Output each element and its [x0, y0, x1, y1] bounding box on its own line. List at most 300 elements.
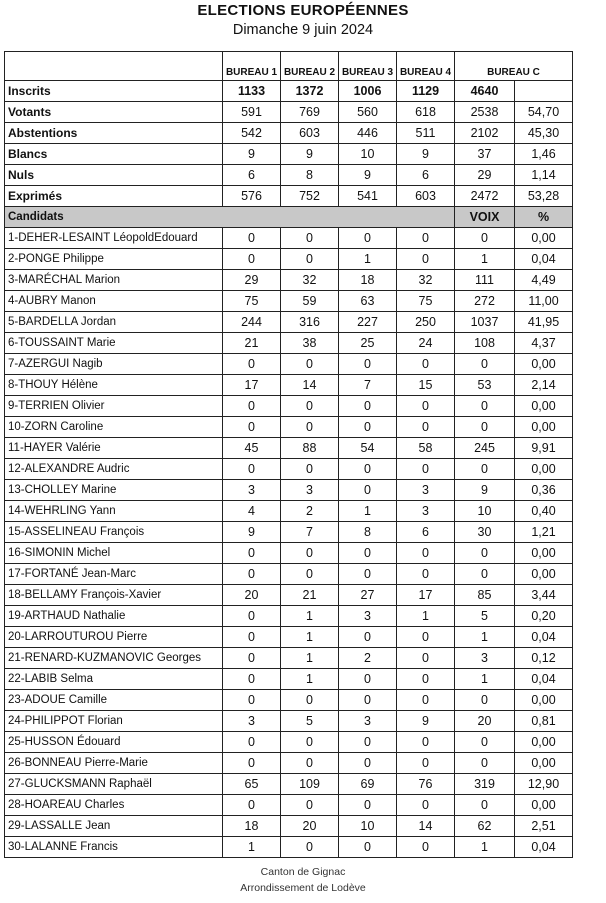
candidate-pct-cell: 0,00: [515, 543, 573, 564]
candidate-total-cell: 108: [455, 333, 515, 354]
candidate-row: [5, 606, 573, 627]
candidate-b3-cell: 3: [339, 711, 397, 732]
stat-pct-cell: 1,46: [515, 144, 573, 165]
candidate-total-cell: 0: [455, 354, 515, 375]
stat-pct-cell: [515, 81, 573, 102]
stat-row: [5, 165, 573, 186]
candidate-name: 6-TOUSSAINT Marie: [5, 333, 223, 354]
candidate-b1-cell: 0: [223, 249, 281, 270]
stat-b3-cell: 560: [339, 102, 397, 123]
candidate-pct-cell: 0,00: [515, 690, 573, 711]
candidate-total-cell: 0: [455, 396, 515, 417]
candidate-total-cell: 1: [455, 627, 515, 648]
candidate-pct-cell: 0,00: [515, 354, 573, 375]
candidate-pct-cell: 0,04: [515, 669, 573, 690]
candidate-name: 23-ADOUE Camille: [5, 690, 223, 711]
candidate-b1-cell: 29: [223, 270, 281, 291]
stat-b1-cell: 1133: [223, 81, 281, 102]
stat-b1-cell: 6: [223, 165, 281, 186]
candidate-b1-cell: 1: [223, 837, 281, 858]
candidate-b4-cell: 76: [397, 774, 455, 795]
candidate-total-cell: 30: [455, 522, 515, 543]
candidate-b3-cell: 0: [339, 417, 397, 438]
candidate-b2-cell: 5: [281, 711, 339, 732]
candidate-total-cell: 1: [455, 669, 515, 690]
candidate-b2-cell: 59: [281, 291, 339, 312]
candidate-name: 17-FORTANÉ Jean-Marc: [5, 564, 223, 585]
candidate-b1-cell: 3: [223, 711, 281, 732]
candidate-b3-cell: 0: [339, 669, 397, 690]
stat-total-cell: 2538: [455, 102, 515, 123]
candidate-name: 2-PONGE Philippe: [5, 249, 223, 270]
candidate-b3-cell: 25: [339, 333, 397, 354]
candidate-row: [5, 690, 573, 711]
candidate-b3-cell: 0: [339, 396, 397, 417]
stat-b2-cell: 9: [281, 144, 339, 165]
candidate-b4-cell: 32: [397, 270, 455, 291]
candidate-b4-cell: 0: [397, 795, 455, 816]
candidate-b1-cell: 0: [223, 459, 281, 480]
candidate-total-cell: 9: [455, 480, 515, 501]
candidate-b4-cell: 24: [397, 333, 455, 354]
candidate-b4-cell: 0: [397, 753, 455, 774]
candidate-row: [5, 522, 573, 543]
candidate-b4-cell: 0: [397, 732, 455, 753]
footer-arrondissement: Arrondissement de Lodève: [240, 882, 366, 894]
candidate-total-cell: 0: [455, 690, 515, 711]
candidate-name: 28-HOAREAU Charles: [5, 795, 223, 816]
candidate-b2-cell: 1: [281, 648, 339, 669]
stat-b3-cell: 10: [339, 144, 397, 165]
candidate-b3-cell: 0: [339, 837, 397, 858]
election-date: Dimanche 9 juin 2024: [232, 22, 374, 38]
candidate-b1-cell: 0: [223, 606, 281, 627]
candidate-pct-cell: 0,12: [515, 648, 573, 669]
column-header-bureau-2: BUREAU 2: [281, 52, 339, 81]
candidate-pct-cell: 0,00: [515, 417, 573, 438]
candidate-pct-cell: 0,04: [515, 837, 573, 858]
candidate-name: 21-RENARD-KUZMANOVIC Georges: [5, 648, 223, 669]
candidate-pct-cell: 0,81: [515, 711, 573, 732]
candidate-name: 29-LASSALLE Jean: [5, 816, 223, 837]
candidate-b3-cell: 10: [339, 816, 397, 837]
candidate-name: 25-HUSSON Édouard: [5, 732, 223, 753]
candidate-pct-cell: 0,20: [515, 606, 573, 627]
candidate-pct-cell: 0,00: [515, 228, 573, 249]
candidate-b4-cell: 14: [397, 816, 455, 837]
candidate-b3-cell: 27: [339, 585, 397, 606]
candidate-b4-cell: 3: [397, 480, 455, 501]
candidate-row: [5, 711, 573, 732]
candidate-b2-cell: 7: [281, 522, 339, 543]
document-title: ELECTIONS EUROPÉENNES: [197, 2, 409, 19]
candidate-pct-cell: 1,21: [515, 522, 573, 543]
candidate-pct-cell: 0,00: [515, 732, 573, 753]
candidate-pct-cell: 3,44: [515, 585, 573, 606]
stat-pct-cell: 45,30: [515, 123, 573, 144]
stat-label: Blancs: [5, 144, 223, 165]
candidate-pct-cell: 0,00: [515, 564, 573, 585]
candidate-b4-cell: 9: [397, 711, 455, 732]
stat-label: Abstentions: [5, 123, 223, 144]
header-blank-cell: [5, 52, 223, 81]
candidate-b3-cell: 2: [339, 648, 397, 669]
candidate-row: [5, 375, 573, 396]
candidate-b4-cell: 6: [397, 522, 455, 543]
candidate-row: [5, 249, 573, 270]
stat-b2-cell: 752: [281, 186, 339, 207]
candidate-total-cell: 0: [455, 795, 515, 816]
candidate-b1-cell: 0: [223, 690, 281, 711]
candidate-b2-cell: 0: [281, 417, 339, 438]
candidate-b1-cell: 0: [223, 795, 281, 816]
candidate-b2-cell: 3: [281, 480, 339, 501]
candidate-row: [5, 753, 573, 774]
candidate-b4-cell: 1: [397, 606, 455, 627]
stat-b3-cell: 446: [339, 123, 397, 144]
candidate-b4-cell: 0: [397, 648, 455, 669]
candidate-b2-cell: 0: [281, 732, 339, 753]
candidate-b3-cell: 1: [339, 249, 397, 270]
candidate-row: [5, 438, 573, 459]
candidate-row: [5, 270, 573, 291]
candidate-b1-cell: 45: [223, 438, 281, 459]
candidate-row: [5, 648, 573, 669]
candidate-pct-cell: 2,51: [515, 816, 573, 837]
candidate-name: 4-AUBRY Manon: [5, 291, 223, 312]
footer-canton: Canton de Gignac: [260, 866, 346, 878]
candidate-total-cell: 0: [455, 459, 515, 480]
stat-b1-cell: 9: [223, 144, 281, 165]
candidate-b3-cell: 227: [339, 312, 397, 333]
candidate-b2-cell: 0: [281, 690, 339, 711]
candidate-total-cell: 20: [455, 711, 515, 732]
stat-b1-cell: 576: [223, 186, 281, 207]
candidate-b4-cell: 0: [397, 690, 455, 711]
stat-b3-cell: 541: [339, 186, 397, 207]
candidate-name: 22-LABIB Selma: [5, 669, 223, 690]
stat-b2-cell: 1372: [281, 81, 339, 102]
candidate-total-cell: 0: [455, 753, 515, 774]
candidate-total-cell: 5: [455, 606, 515, 627]
candidate-b1-cell: 3: [223, 480, 281, 501]
candidate-b1-cell: 75: [223, 291, 281, 312]
candidate-name: 3-MARÉCHAL Marion: [5, 270, 223, 291]
candidate-name: 9-TERRIEN Olivier: [5, 396, 223, 417]
candidate-row: [5, 669, 573, 690]
candidate-pct-cell: 41,95: [515, 312, 573, 333]
candidate-b2-cell: 0: [281, 228, 339, 249]
candidate-pct-cell: 0,00: [515, 753, 573, 774]
candidate-b2-cell: 0: [281, 543, 339, 564]
candidate-b3-cell: 3: [339, 606, 397, 627]
stat-b4-cell: 603: [397, 186, 455, 207]
candidate-name: 10-ZORN Caroline: [5, 417, 223, 438]
candidate-b2-cell: 21: [281, 585, 339, 606]
candidate-b2-cell: 14: [281, 375, 339, 396]
candidate-pct-cell: 12,90: [515, 774, 573, 795]
candidate-b4-cell: 17: [397, 585, 455, 606]
candidate-pct-cell: 0,40: [515, 501, 573, 522]
candidate-b3-cell: 54: [339, 438, 397, 459]
candidate-b3-cell: 0: [339, 459, 397, 480]
candidate-pct-cell: 0,00: [515, 396, 573, 417]
candidate-name: 16-SIMONIN Michel: [5, 543, 223, 564]
candidate-total-cell: 0: [455, 543, 515, 564]
candidate-b4-cell: 0: [397, 249, 455, 270]
stat-label: Inscrits: [5, 81, 223, 102]
candidate-b4-cell: 0: [397, 627, 455, 648]
candidate-name: 12-ALEXANDRE Audric: [5, 459, 223, 480]
candidate-row: [5, 585, 573, 606]
candidate-total-cell: 111: [455, 270, 515, 291]
header-row: [5, 52, 573, 81]
candidate-b1-cell: 4: [223, 501, 281, 522]
candidate-b3-cell: 0: [339, 627, 397, 648]
candidate-name: 24-PHILIPPOT Florian: [5, 711, 223, 732]
candidate-b2-cell: 0: [281, 837, 339, 858]
candidate-name: 8-THOUY Hélène: [5, 375, 223, 396]
stat-b1-cell: 591: [223, 102, 281, 123]
candidate-b4-cell: 58: [397, 438, 455, 459]
candidate-name: 30-LALANNE Francis: [5, 837, 223, 858]
candidate-b2-cell: 0: [281, 753, 339, 774]
stat-total-cell: 2102: [455, 123, 515, 144]
candidate-b1-cell: 17: [223, 375, 281, 396]
candidate-row: [5, 732, 573, 753]
stat-total-cell: 29: [455, 165, 515, 186]
stat-pct-cell: 54,70: [515, 102, 573, 123]
stat-label: Nuls: [5, 165, 223, 186]
candidate-b1-cell: 0: [223, 732, 281, 753]
candidate-b2-cell: 109: [281, 774, 339, 795]
candidate-total-cell: 62: [455, 816, 515, 837]
candidate-name: 7-AZERGUI Nagib: [5, 354, 223, 375]
candidate-row: [5, 417, 573, 438]
candidate-row: [5, 501, 573, 522]
candidate-row: [5, 459, 573, 480]
candidate-b3-cell: 18: [339, 270, 397, 291]
candidate-b2-cell: 0: [281, 354, 339, 375]
stat-row: [5, 186, 573, 207]
stat-b2-cell: 769: [281, 102, 339, 123]
stat-b4-cell: 618: [397, 102, 455, 123]
candidate-name: 26-BONNEAU Pierre-Marie: [5, 753, 223, 774]
candidates-header-label: Candidats: [5, 207, 455, 228]
stat-total-cell: 2472: [455, 186, 515, 207]
candidate-b3-cell: 0: [339, 564, 397, 585]
candidate-total-cell: 3: [455, 648, 515, 669]
candidate-pct-cell: 0,00: [515, 795, 573, 816]
candidate-total-cell: 1: [455, 249, 515, 270]
candidate-row: [5, 816, 573, 837]
candidate-b3-cell: 0: [339, 753, 397, 774]
candidate-b4-cell: 15: [397, 375, 455, 396]
candidate-total-cell: 0: [455, 228, 515, 249]
candidate-b1-cell: 21: [223, 333, 281, 354]
stat-pct-cell: 53,28: [515, 186, 573, 207]
candidate-b3-cell: 7: [339, 375, 397, 396]
candidate-b2-cell: 0: [281, 459, 339, 480]
candidate-b3-cell: 8: [339, 522, 397, 543]
candidate-row: [5, 333, 573, 354]
candidate-b2-cell: 88: [281, 438, 339, 459]
stat-b4-cell: 1129: [397, 81, 455, 102]
candidate-b2-cell: 1: [281, 606, 339, 627]
percent-header: %: [515, 207, 573, 228]
candidate-name: 5-BARDELLA Jordan: [5, 312, 223, 333]
candidate-total-cell: 85: [455, 585, 515, 606]
candidate-total-cell: 10: [455, 501, 515, 522]
candidate-b2-cell: 0: [281, 396, 339, 417]
results-table: [4, 51, 573, 858]
candidate-b1-cell: 9: [223, 522, 281, 543]
candidate-name: 1-DEHER-LESAINT LéopoldEdouard: [5, 228, 223, 249]
candidate-b1-cell: 0: [223, 753, 281, 774]
candidates-header-row: [5, 207, 573, 228]
stat-label: Votants: [5, 102, 223, 123]
candidate-name: 15-ASSELINEAU François: [5, 522, 223, 543]
candidate-b2-cell: 0: [281, 564, 339, 585]
candidate-row: [5, 774, 573, 795]
candidate-name: 18-BELLAMY François-Xavier: [5, 585, 223, 606]
candidate-b3-cell: 63: [339, 291, 397, 312]
candidate-b1-cell: 0: [223, 228, 281, 249]
stat-label: Exprimés: [5, 186, 223, 207]
candidate-name: 20-LARROUTUROU Pierre: [5, 627, 223, 648]
candidate-pct-cell: 0,00: [515, 459, 573, 480]
stat-row: [5, 81, 573, 102]
candidate-b3-cell: 1: [339, 501, 397, 522]
candidate-b3-cell: 0: [339, 480, 397, 501]
candidate-row: [5, 312, 573, 333]
candidate-b3-cell: 0: [339, 690, 397, 711]
candidate-b3-cell: 0: [339, 795, 397, 816]
candidate-row: [5, 354, 573, 375]
candidate-b1-cell: 0: [223, 669, 281, 690]
candidate-total-cell: 0: [455, 417, 515, 438]
candidate-pct-cell: 4,37: [515, 333, 573, 354]
candidate-row: [5, 837, 573, 858]
candidate-pct-cell: 0,04: [515, 627, 573, 648]
candidate-b2-cell: 2: [281, 501, 339, 522]
candidate-pct-cell: 11,00: [515, 291, 573, 312]
stat-b3-cell: 1006: [339, 81, 397, 102]
candidate-row: [5, 564, 573, 585]
candidate-total-cell: 1037: [455, 312, 515, 333]
stat-total-cell: 37: [455, 144, 515, 165]
candidate-b1-cell: 20: [223, 585, 281, 606]
candidate-b2-cell: 0: [281, 249, 339, 270]
stat-b4-cell: 9: [397, 144, 455, 165]
column-header-bureau-3: BUREAU 3: [339, 52, 397, 81]
candidate-total-cell: 53: [455, 375, 515, 396]
voix-header: VOIX: [455, 207, 515, 228]
candidate-pct-cell: 0,04: [515, 249, 573, 270]
candidate-name: 13-CHOLLEY Marine: [5, 480, 223, 501]
candidate-b2-cell: 32: [281, 270, 339, 291]
candidate-b1-cell: 0: [223, 627, 281, 648]
candidate-b1-cell: 0: [223, 564, 281, 585]
stat-row: [5, 144, 573, 165]
candidate-total-cell: 0: [455, 564, 515, 585]
candidate-b4-cell: 0: [397, 228, 455, 249]
stat-b3-cell: 9: [339, 165, 397, 186]
candidate-pct-cell: 0,36: [515, 480, 573, 501]
candidate-b4-cell: 75: [397, 291, 455, 312]
stat-row: [5, 102, 573, 123]
candidate-b4-cell: 0: [397, 564, 455, 585]
candidate-pct-cell: 9,91: [515, 438, 573, 459]
candidate-b1-cell: 0: [223, 417, 281, 438]
candidate-b2-cell: 1: [281, 669, 339, 690]
candidate-b3-cell: 0: [339, 354, 397, 375]
candidate-b4-cell: 0: [397, 396, 455, 417]
candidate-b4-cell: 0: [397, 354, 455, 375]
candidate-b4-cell: 3: [397, 501, 455, 522]
candidate-b3-cell: 0: [339, 543, 397, 564]
stat-b2-cell: 8: [281, 165, 339, 186]
stat-row: [5, 123, 573, 144]
candidate-pct-cell: 2,14: [515, 375, 573, 396]
candidate-row: [5, 795, 573, 816]
stat-total-cell: 4640: [455, 81, 515, 102]
candidate-b1-cell: 65: [223, 774, 281, 795]
candidate-b3-cell: 0: [339, 732, 397, 753]
candidate-total-cell: 319: [455, 774, 515, 795]
stat-b1-cell: 542: [223, 123, 281, 144]
stat-b4-cell: 6: [397, 165, 455, 186]
candidate-b4-cell: 250: [397, 312, 455, 333]
candidate-name: 14-WEHRLING Yann: [5, 501, 223, 522]
candidate-b1-cell: 244: [223, 312, 281, 333]
stat-b2-cell: 603: [281, 123, 339, 144]
candidate-row: [5, 396, 573, 417]
candidate-total-cell: 245: [455, 438, 515, 459]
candidate-total-cell: 0: [455, 732, 515, 753]
candidate-b4-cell: 0: [397, 459, 455, 480]
candidate-row: [5, 543, 573, 564]
candidate-b3-cell: 69: [339, 774, 397, 795]
candidate-b1-cell: 18: [223, 816, 281, 837]
stat-pct-cell: 1,14: [515, 165, 573, 186]
column-header-bureau-4: BUREAU 4: [397, 52, 455, 81]
candidate-b3-cell: 0: [339, 228, 397, 249]
candidate-b1-cell: 0: [223, 354, 281, 375]
candidate-b2-cell: 38: [281, 333, 339, 354]
candidate-b2-cell: 1: [281, 627, 339, 648]
column-header-bureau-c: BUREAU C: [455, 52, 573, 81]
candidate-total-cell: 272: [455, 291, 515, 312]
candidate-total-cell: 1: [455, 837, 515, 858]
candidate-pct-cell: 4,49: [515, 270, 573, 291]
stat-b4-cell: 511: [397, 123, 455, 144]
candidate-name: 11-HAYER Valérie: [5, 438, 223, 459]
column-header-bureau-1: BUREAU 1: [223, 52, 281, 81]
candidate-name: 19-ARTHAUD Nathalie: [5, 606, 223, 627]
candidate-b4-cell: 0: [397, 837, 455, 858]
candidate-b2-cell: 20: [281, 816, 339, 837]
candidate-name: 27-GLUCKSMANN Raphaël: [5, 774, 223, 795]
candidate-b4-cell: 0: [397, 417, 455, 438]
candidate-b1-cell: 0: [223, 648, 281, 669]
candidate-row: [5, 291, 573, 312]
candidate-b4-cell: 0: [397, 543, 455, 564]
candidate-b2-cell: 316: [281, 312, 339, 333]
candidate-row: [5, 480, 573, 501]
candidate-row: [5, 627, 573, 648]
candidate-b2-cell: 0: [281, 795, 339, 816]
